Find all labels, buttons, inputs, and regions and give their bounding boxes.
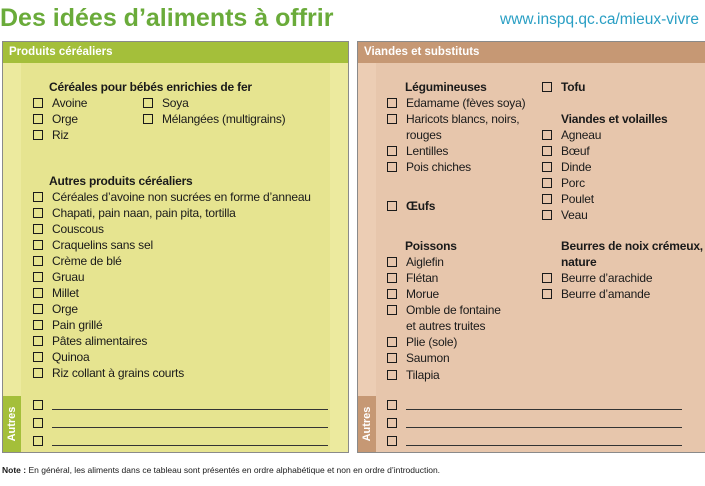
meats-heading: Viandes et volailles <box>561 112 668 126</box>
blank-line[interactable] <box>52 445 328 446</box>
list-item[interactable] <box>542 160 591 175</box>
checkbox[interactable] <box>33 288 43 298</box>
list-item[interactable] <box>33 302 78 317</box>
nut-butters-heading-1: Beurres de noix crémeux, <box>561 239 703 253</box>
item-label: rouges <box>406 128 442 142</box>
item-label: Lentilles <box>406 144 449 158</box>
list-item[interactable] <box>33 334 147 349</box>
item-label: Mélangées (multigrains) <box>162 112 286 126</box>
item-label: Flétan <box>406 271 439 285</box>
item-label: Millet <box>52 286 79 300</box>
item-label: Haricots blancs, noirs, <box>406 112 520 126</box>
checkbox[interactable] <box>143 98 153 108</box>
list-item-continued <box>406 319 485 334</box>
checkbox[interactable] <box>33 368 43 378</box>
checkbox[interactable] <box>33 130 43 140</box>
meat-other-label: Autres <box>361 406 373 442</box>
checkbox[interactable] <box>387 257 397 267</box>
item-label: Omble de fontaine <box>406 303 501 317</box>
cereal-panel-header: Produits céréaliers <box>3 42 348 63</box>
fish-heading: Poissons <box>405 239 457 253</box>
checkbox[interactable] <box>33 304 43 314</box>
list-item[interactable] <box>33 254 122 269</box>
checkbox[interactable] <box>143 114 153 124</box>
nut-butters-heading-2: nature <box>561 255 597 269</box>
checkbox[interactable] <box>387 289 397 299</box>
cereal-products-panel <box>2 41 349 453</box>
blank-line[interactable] <box>406 427 682 428</box>
item-label: Orge <box>52 302 78 316</box>
list-item[interactable] <box>542 192 594 207</box>
list-item[interactable] <box>542 80 585 95</box>
checkbox[interactable] <box>33 114 43 124</box>
list-item[interactable] <box>143 96 189 111</box>
footnote-label: Note : <box>2 465 27 475</box>
footnote-text: En général, les aliments dans ce tableau sont présentés en ordre alphabétique et non en ordre d’introduction. <box>28 465 441 475</box>
item-label: Couscous <box>52 222 104 236</box>
checkbox[interactable] <box>387 436 397 446</box>
list-item[interactable] <box>33 318 103 333</box>
list-item[interactable] <box>33 96 87 111</box>
list-item[interactable] <box>33 238 153 253</box>
list-item[interactable] <box>33 366 184 381</box>
item-label: Œufs <box>406 199 436 213</box>
item-label: Beurre d’amande <box>561 287 651 301</box>
infant-cereal-heading: Céréales pour bébés enrichies de fer <box>49 80 252 94</box>
blank-line[interactable] <box>52 409 328 410</box>
item-label: Crème de blé <box>52 254 122 268</box>
checkbox[interactable] <box>387 201 397 211</box>
footnote <box>2 465 440 475</box>
checkbox[interactable] <box>33 436 43 446</box>
list-item[interactable] <box>33 112 78 127</box>
checkbox[interactable] <box>33 418 43 428</box>
item-label: Orge <box>52 112 78 126</box>
list-item[interactable] <box>387 335 457 350</box>
list-item[interactable] <box>387 368 440 383</box>
checkbox[interactable] <box>542 194 552 204</box>
checkbox[interactable] <box>33 98 43 108</box>
checkbox[interactable] <box>387 146 397 156</box>
checkbox[interactable] <box>33 400 43 410</box>
list-item[interactable] <box>33 286 79 301</box>
checkbox[interactable] <box>542 82 552 92</box>
checkbox[interactable] <box>33 320 43 330</box>
item-label: Bœuf <box>561 144 590 158</box>
checkbox[interactable] <box>387 114 397 124</box>
checkbox[interactable] <box>387 353 397 363</box>
list-item[interactable] <box>387 287 439 302</box>
checkbox[interactable] <box>33 192 43 202</box>
checkbox[interactable] <box>542 162 552 172</box>
page-title: Des idées d’aliments à offrir <box>0 4 334 32</box>
list-item[interactable] <box>33 128 69 143</box>
blank-entry[interactable] <box>33 416 328 428</box>
item-label: Aiglefin <box>406 255 444 269</box>
list-item[interactable] <box>542 176 585 191</box>
list-item[interactable] <box>387 255 444 270</box>
blank-entry[interactable] <box>387 434 682 446</box>
checkbox[interactable] <box>387 273 397 283</box>
cereal-other-label: Autres <box>6 406 18 442</box>
checkbox[interactable] <box>387 162 397 172</box>
list-item[interactable] <box>33 222 104 237</box>
item-label: Agneau <box>561 128 602 142</box>
item-label: Poulet <box>561 192 594 206</box>
item-label: Dinde <box>561 160 592 174</box>
checkbox[interactable] <box>33 240 43 250</box>
item-label: Craquelins sans sel <box>52 238 153 252</box>
item-label: Tofu <box>561 80 586 94</box>
checkbox[interactable] <box>542 146 552 156</box>
list-item[interactable] <box>387 112 519 127</box>
list-item[interactable] <box>542 208 588 223</box>
item-label: Morue <box>406 287 440 301</box>
website-link[interactable]: www.inspq.qc.ca/mieux-vivre <box>500 11 699 28</box>
checkbox[interactable] <box>542 210 552 220</box>
list-item[interactable] <box>33 270 84 285</box>
checkbox[interactable] <box>33 224 43 234</box>
item-label: Gruau <box>52 270 85 284</box>
list-item[interactable] <box>33 190 311 205</box>
item-label: et autres truites <box>406 319 486 333</box>
item-label: Soya <box>162 96 189 110</box>
item-label: Avoine <box>52 96 88 110</box>
list-item[interactable] <box>387 96 525 111</box>
legumes-heading: Légumineuses <box>405 80 487 94</box>
item-label: Chapati, pain naan, pain pita, tortilla <box>52 206 236 220</box>
checkbox[interactable] <box>33 208 43 218</box>
checkbox[interactable] <box>33 336 43 346</box>
blank-entry[interactable] <box>33 434 328 446</box>
list-item[interactable] <box>387 303 501 318</box>
list-item[interactable] <box>542 144 590 159</box>
blank-line[interactable] <box>52 427 328 428</box>
list-item[interactable] <box>542 287 650 302</box>
list-item[interactable] <box>387 199 435 214</box>
item-label: Quinoa <box>52 350 90 364</box>
item-label: Beurre d’arachide <box>561 271 653 285</box>
meat-substitutes-panel <box>357 41 705 453</box>
checkbox[interactable] <box>542 178 552 188</box>
item-label: Pâtes alimentaires <box>52 334 148 348</box>
item-label: Pois chiches <box>406 160 471 174</box>
blank-entry[interactable] <box>387 416 682 428</box>
list-item[interactable] <box>387 160 471 175</box>
checkbox[interactable] <box>33 272 43 282</box>
list-item[interactable] <box>33 350 90 365</box>
item-label: Porc <box>561 176 585 190</box>
blank-line[interactable] <box>406 445 682 446</box>
list-item[interactable] <box>387 271 438 286</box>
item-label: Plie (sole) <box>406 335 458 349</box>
item-label: Riz <box>52 128 69 142</box>
list-item[interactable] <box>143 112 285 127</box>
item-label: Saumon <box>406 351 450 365</box>
checkbox[interactable] <box>387 400 397 410</box>
item-label: Céréales d’avoine non sucrées en forme d’anneau <box>52 190 311 204</box>
other-cereal-heading: Autres produits céréaliers <box>49 174 193 188</box>
checkbox[interactable] <box>33 256 43 266</box>
item-label: Edamame (fèves soya) <box>406 96 526 110</box>
checkbox[interactable] <box>387 418 397 428</box>
checkbox[interactable] <box>33 352 43 362</box>
list-item[interactable] <box>542 128 601 143</box>
meat-other-tab <box>358 396 376 452</box>
checkbox[interactable] <box>387 98 397 108</box>
item-label: Veau <box>561 208 588 222</box>
list-item-continued <box>406 128 442 143</box>
checkbox[interactable] <box>387 305 397 315</box>
checkbox[interactable] <box>387 370 397 380</box>
list-item[interactable] <box>33 206 236 221</box>
item-label: Riz collant à grains courts <box>52 366 184 380</box>
list-item[interactable] <box>542 271 652 286</box>
list-item[interactable] <box>387 351 450 366</box>
meat-panel-header: Viandes et substituts <box>358 42 705 63</box>
checkbox[interactable] <box>542 130 552 140</box>
item-label: Tilapia <box>406 368 440 382</box>
checkbox[interactable] <box>542 273 552 283</box>
item-label: Pain grillé <box>52 318 103 332</box>
blank-entry[interactable] <box>387 398 682 410</box>
blank-entry[interactable] <box>33 398 328 410</box>
blank-line[interactable] <box>406 409 682 410</box>
cereal-other-tab <box>3 396 21 452</box>
checkbox[interactable] <box>387 337 397 347</box>
list-item[interactable] <box>387 144 448 159</box>
checkbox[interactable] <box>542 289 552 299</box>
